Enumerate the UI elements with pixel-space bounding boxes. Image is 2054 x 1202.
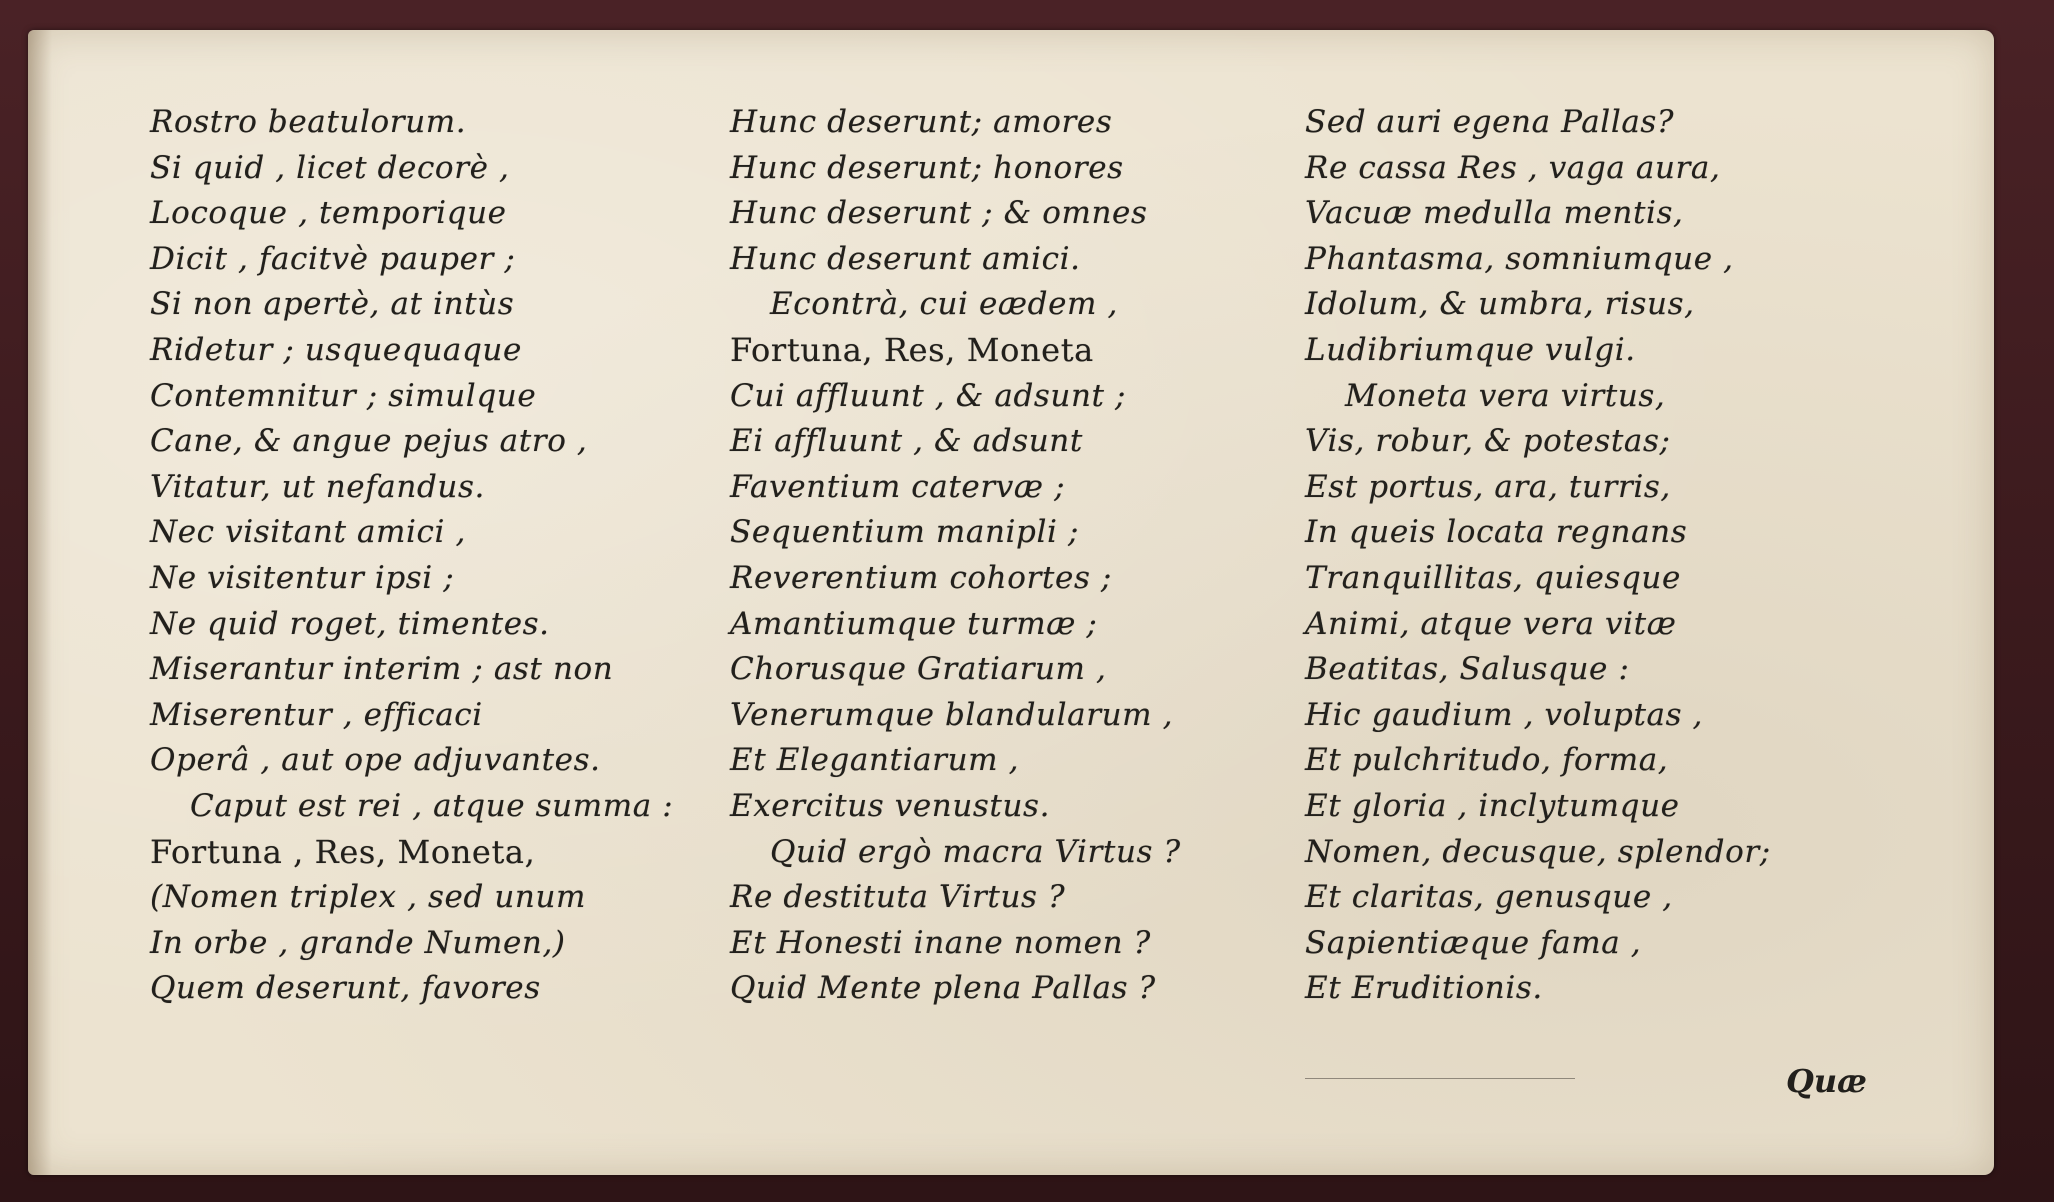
verse-line: Beatitas, Salusque :: [1305, 651, 1630, 688]
verse-line: Si quid , licet decorè ,: [150, 149, 510, 186]
verse-line: Phantasma, somniumque ,: [1305, 240, 1734, 277]
verse-line: Nec visitant amici ,: [150, 514, 466, 551]
verse-line: Quem deserunt, favores: [150, 970, 541, 1007]
verse-line: Quid Mente plena Pallas ?: [730, 970, 1156, 1007]
verse-line: Rostro beatulorum.: [150, 104, 467, 140]
verse-line: Vis, robur, & potestas;: [1305, 423, 1671, 460]
verse-line: Sapientiæque fama ,: [1305, 924, 1642, 961]
verse-line: Miserantur interim ; ast non: [150, 651, 614, 688]
verse-line: Faventium catervæ ;: [730, 468, 1066, 505]
verse-line: Reverentium cohortes ;: [730, 559, 1112, 596]
verse-line: In queis locata regnans: [1305, 514, 1688, 551]
verse-line: Ne visitentur ipsi ;: [150, 559, 455, 596]
verse-line: Re destituta Virtus ?: [730, 879, 1066, 916]
verse-line: Operâ , aut ope adjuvantes.: [150, 742, 601, 779]
verse-line: Cane, & angue pejus atro ,: [150, 423, 588, 460]
verse-line: Amantiumque turmæ ;: [730, 605, 1098, 642]
verse-line: Quid ergò macra Virtus ?: [770, 833, 1181, 870]
verse-line: Tranquillitas, quiesque: [1305, 559, 1681, 596]
verse-line: Hunc deserunt; amores: [730, 104, 1113, 140]
verse-line: Et Eruditionis.: [1305, 970, 1543, 1007]
verse-line: Ne quid roget, timentes.: [150, 605, 550, 642]
verse-line: Miserentur , efficaci: [150, 696, 483, 733]
verse-line: Econtrà, cui eædem ,: [770, 286, 1118, 323]
verse-line: Idolum, & umbra, risus,: [1305, 286, 1695, 323]
verse-line: Si non apertè, at intùs: [150, 286, 515, 323]
verse-line: Et claritas, genusque ,: [1305, 879, 1673, 916]
verse-line: Contemnitur ; simulque: [150, 377, 537, 414]
verse-line: Vacuæ medulla mentis,: [1305, 195, 1684, 232]
verse-line: Hunc deserunt ; & omnes: [730, 195, 1148, 232]
verse-line: Et Elegantiarum ,: [730, 742, 1020, 779]
verse-line: Sequentium manipli ;: [730, 514, 1080, 551]
verse-line: Ludibriumque vulgi.: [1305, 331, 1636, 368]
verse-line: Hic gaudium , voluptas ,: [1305, 696, 1703, 733]
verse-line: Fortuna , Res, Moneta,: [150, 832, 536, 871]
verse-line: Re cassa Res , vaga aura,: [1305, 149, 1721, 186]
verse-line: Ridetur ; usquequaque: [150, 331, 522, 368]
verse-line: Fortuna, Res, Moneta: [730, 330, 1094, 369]
verse-line: (Nomen triplex , sed unum: [150, 879, 587, 916]
verse-line: Exercitus venustus.: [730, 787, 1051, 824]
verse-line: Nomen, decusque, splendor;: [1305, 833, 1771, 870]
verse-line: Est portus, ara, turris,: [1305, 468, 1671, 505]
column-end-rule: [1305, 1078, 1575, 1079]
text-column-2: [730, 100, 1290, 1012]
verse-line: Locoque , temporique: [150, 195, 507, 232]
verse-line: Caput est rei , atque summa :: [190, 787, 674, 824]
verse-line: Et gloria , inclytumque: [1305, 787, 1680, 824]
verse-line: In orbe , grande Numen,): [150, 924, 566, 961]
verse-line: Dicit , facitvè pauper ;: [150, 240, 516, 277]
text-column-1: [150, 100, 710, 1012]
verse-line: Hunc deserunt amici.: [730, 240, 1081, 277]
verse-line: Et Honesti inane nomen ?: [730, 924, 1151, 961]
text-column-3: [1305, 100, 1865, 1012]
catchword: Quæ: [1786, 1062, 1867, 1100]
verse-line: Chorusque Gratiarum ,: [730, 651, 1107, 688]
verse-line: Et pulchritudo, forma,: [1305, 742, 1669, 779]
verse-line: Venerumque blandularum ,: [730, 696, 1174, 733]
verse-line: Hunc deserunt; honores: [730, 149, 1124, 186]
page-gutter-shadow: [28, 30, 52, 1175]
verse-line: Animi, atque vera vitæ: [1305, 605, 1677, 642]
verse-line: Ei affluunt , & adsunt: [730, 423, 1083, 460]
verse-line: Moneta vera virtus,: [1345, 377, 1666, 414]
verse-line: Cui affluunt , & adsunt ;: [730, 377, 1127, 414]
verse-line: Vitatur, ut nefandus.: [150, 468, 485, 505]
verse-line: Sed auri egena Pallas?: [1305, 104, 1675, 140]
